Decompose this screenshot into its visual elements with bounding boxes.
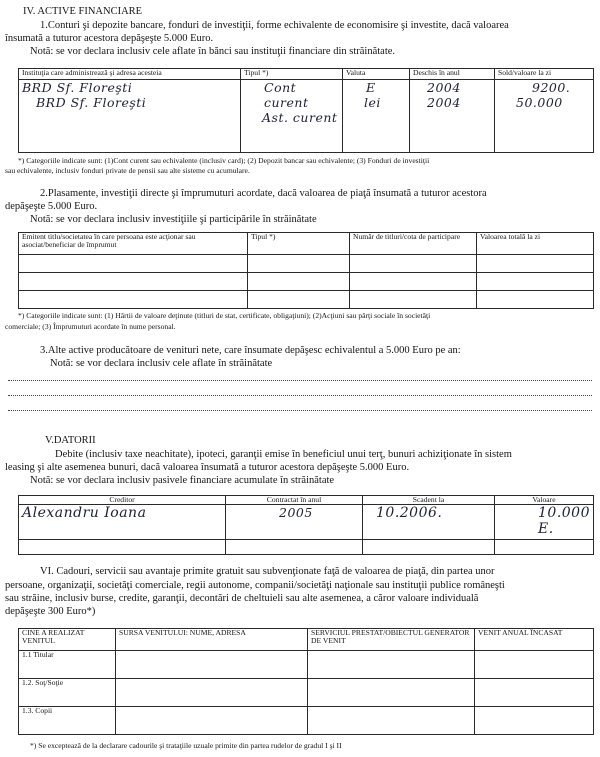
gifts-table [18, 628, 594, 735]
table-row [19, 651, 594, 679]
section-iv-title: IV. ACTIVE FINANCIARE [23, 6, 143, 17]
section-vi-line2: persoane, organizaţii, societăţi comerciale, regii autonome, companii/societăţi naţionale sau instituţii publice româneşti [5, 580, 505, 591]
table1-header-institution: Instituţia care administrează şi adresa acesteia [19, 69, 241, 80]
debts-row1-contracted: 2005 [279, 505, 313, 521]
table1-cell-balances [495, 80, 594, 153]
section-v-title: V.DATORII [45, 435, 96, 446]
table1-row2-institution: BRD Sf. Floreşti [36, 95, 147, 110]
gifts-row-spouse: 1.2. Soţ/Soţie [19, 679, 116, 707]
dotted-line [8, 410, 592, 411]
debts-row1-creditor: Alexandru Ioana [22, 505, 147, 522]
gifts-row-children: 1.3. Copii [19, 707, 116, 735]
section-iv-2-note: Notă: se vor declara inclusiv investiţiile şi participările în străinătate [30, 214, 317, 225]
table1-row2-type: Ast. curent [262, 110, 338, 125]
table1-row2-opened: 2004 [427, 95, 461, 110]
section-iv-1-line1: 1.Conturi şi depozite bancare, fonduri de investiţii, forme echivalente de economisire şi investite, dacă valoarea [40, 20, 509, 31]
financial-accounts-table [18, 68, 594, 153]
dotted-line [8, 395, 592, 396]
gifts-header-income: VENIT ANUAL ÎNCASAT [475, 629, 594, 651]
debts-header-creditor: Creditor [19, 496, 226, 505]
table2-header-value: Valoarea totală la zi [477, 233, 594, 255]
table1-header-type: Tipul *) [241, 69, 343, 80]
section-iv-1-line2: însumată a tuturor acestora depăşeşte 5.000 Euro. [5, 33, 214, 44]
table1-footnote-line2: sau echivalente, inclusiv fonduri private de pensii sau alte sisteme cu acumulare. [5, 166, 250, 175]
table-row [19, 505, 594, 540]
table2-header-shares: Număr de titluri/cota de participare [350, 233, 477, 255]
section-vi-line3: sau străine, inclusiv burse, credite, garanţii, decontări de cheltuieli sau alte asemenea, a căror valoare individuală [5, 593, 479, 604]
table2-header-issuer: Emitent titlu/societatea în care persoana este acţionar sau asociat/beneficiar de împrumut [19, 233, 248, 255]
table1-footnote-line1: *) Categoriile indicate sunt: (1)Cont curent sau echivalente (inclusiv card); (2) Depozit bancar sau echivalente; (3) Fonduri de investiţii [18, 156, 430, 165]
debts-header-contracted: Contractat în anul [226, 496, 363, 505]
debts-header-value: Valoare [495, 496, 594, 505]
section-v-line2: leasing şi alte asemenea bunuri, dacă valoarea însumată a tuturor acestora depăşeşte 5.000 Euro. [5, 462, 410, 473]
table-row [19, 707, 594, 735]
table1-header-opened: Deschis în anul [410, 69, 495, 80]
section-iv-2-line1: 2.Plasamente, investiţii directe şi împrumuturi acordate, dacă valoarea de piaţă însumată a tuturor acestora [40, 188, 487, 199]
table2-header-type: Tipul *) [248, 233, 350, 255]
table1-cell-currencies [343, 80, 410, 153]
table-row [19, 291, 594, 309]
table1-cell-institutions [19, 80, 241, 153]
table1-header-balance: Sold/valoare la zi [495, 69, 594, 80]
table1-header-currency: Valuta [343, 69, 410, 80]
table1-row2-balance: 50.000 [516, 95, 563, 110]
gifts-header-service: SERVICIUL PRESTAT/OBIECTUL GENERATOR DE VENIT [308, 629, 475, 651]
table-row [19, 540, 594, 555]
debts-header-due: Scadent la [363, 496, 495, 505]
gifts-footnote: *) Se exceptează de la declarare cadourile şi trataţiile uzuale primite din partea rudelor de gradul I şi II [30, 741, 342, 750]
table-row [19, 679, 594, 707]
table1-cell-types [241, 80, 343, 153]
section-v-note: Notă: se vor declara inclusiv pasivele financiare acumulate în străinătate [30, 475, 335, 486]
section-iv-2-line2: depăşeşte 5.000 Euro. [5, 201, 98, 212]
table-row [19, 273, 594, 291]
investments-table [18, 232, 594, 309]
dotted-line [8, 380, 592, 381]
gifts-header-who: CINE A REALIZAT VENITUL [19, 629, 116, 651]
gifts-row-titular: 1.1 Titular [19, 651, 116, 679]
table2-footnote-line1: *) Categoriile indicate sunt: (1) Hârtii de valoare deţinute (titluri de stat, certificate, obligaţiuni); (2)Acţiuni sau părţi sociale în societăţi [18, 311, 431, 320]
table1-cell-years [410, 80, 495, 153]
section-iv-1-note: Notă: se vor declara inclusiv cele aflate în bănci sau instituţii financiare din străinătate. [30, 46, 396, 57]
gifts-header-source: SURSA VENITULUI: NUME, ADRESA [116, 629, 308, 651]
debts-row1-due: 10.2006. [376, 505, 443, 522]
table1-row2-currency: lei [364, 95, 381, 110]
table1-row1-opened: 2004 [427, 80, 461, 95]
table2-footnote-line2: comerciale; (3) Împrumuturi acordate în nume personal. [5, 322, 176, 331]
table1-row1-currency: E [366, 80, 376, 95]
table1-row1-institution: BRD Sf. Floreşti [22, 80, 133, 95]
table1-row1-balance: 9200. [532, 80, 571, 95]
section-vi-line1: VI. Cadouri, servicii sau avantaje primite gratuit sau subvenţionate faţă de valoarea de piaţă, din partea unor [40, 566, 495, 577]
section-vi-line4: depăşeşte 300 Euro*) [5, 606, 96, 617]
debts-row1-value: 10.000 E. [538, 505, 590, 538]
table1-row1-type: Cont curent [264, 80, 309, 110]
table-row [19, 255, 594, 273]
section-iv-3-note: Notă: se vor declara inclusiv cele aflate în străinătate [50, 358, 273, 369]
debts-table [18, 495, 594, 555]
section-iv-3-line1: 3.Alte active producătoare de venituri nete, care însumate depăşesc echivalentul a 5.000 Euro pe an: [40, 345, 461, 356]
section-v-line1: Debite (inclusiv taxe neachitate), ipoteci, garanţii emise în beneficiul unui terţ, bunuri achiziţionate în sistem [55, 449, 512, 460]
